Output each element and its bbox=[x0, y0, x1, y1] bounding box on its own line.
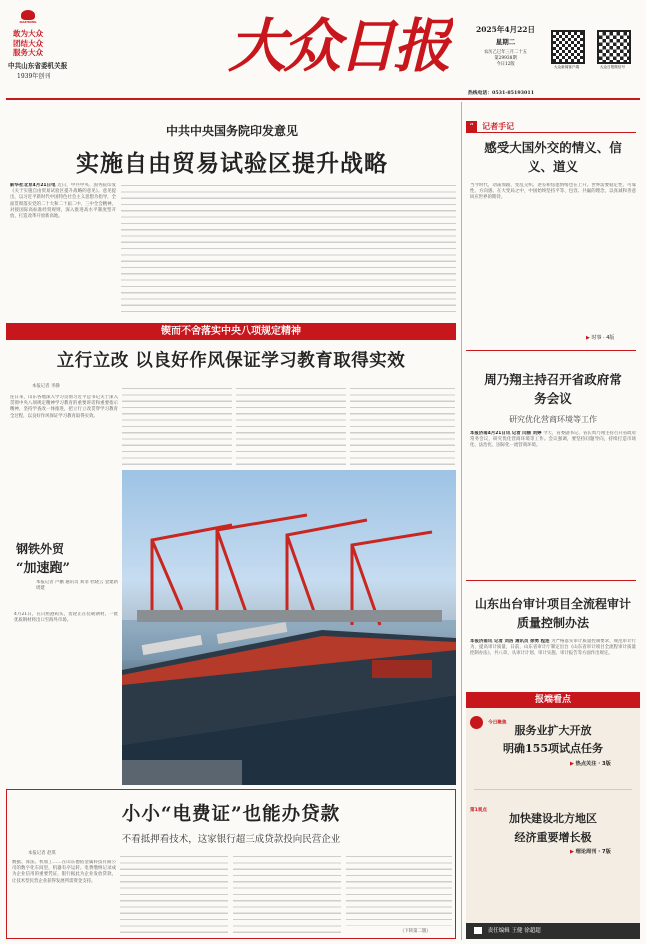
meeting-title: 周乃翔主持召开省政府常务会议 bbox=[484, 372, 622, 406]
audit-body: 本报济南讯 记者 刘洁 通讯员 徐勇 程连 为严格落实审计质量控制要求，规范审计行为，提高审计质量，日前，山东省审计厅制定出台《山东省审计项目全流程审计质量控制办法》，共八章，从审计计划、审计实施、审计报告等方面作出规定。 bbox=[470, 639, 636, 657]
qr-app[interactable]: 大众新闻客户端 bbox=[551, 30, 585, 70]
guide-item-title: 服务业扩大开放 bbox=[514, 724, 592, 737]
essay-tag: ▶ 时事 · 4版 bbox=[586, 335, 615, 341]
qr-code-icon bbox=[597, 30, 631, 64]
pointer-icon: ▶ bbox=[570, 849, 574, 855]
second-kicker-bar: 锲而不舍落实中央八项规定精神 bbox=[6, 323, 456, 340]
publisher: 中共山东省委机关报 bbox=[8, 62, 68, 70]
column-divider bbox=[461, 102, 462, 940]
second-body-col4 bbox=[350, 388, 455, 468]
feature-continue: （下转第二版） bbox=[400, 929, 431, 934]
issue-number: 第29938期 bbox=[494, 56, 517, 61]
logo-badge: DAZHONG bbox=[8, 10, 48, 22]
lead-kicker: 中共中央国务院印发意见 bbox=[165, 124, 298, 138]
lunar-date: 农历乙巳年三月二十五 bbox=[484, 50, 527, 55]
second-body: 连日来，山东各地深入学习贯彻习近平总书记关于深入贯彻中央八项规定精神学习教育的重要讲话和重要指示精神，坚持学查改一体推进，把立行立改贯穿学习教育全过程，以良好作风保证学习教育取得实效。 bbox=[10, 395, 118, 419]
pointer-icon: ▶ bbox=[586, 335, 590, 341]
essay-body: 当今时代，动荡加剧、变乱交织、逆差和焦虑情绪也在上升。世界需要稳定性、可靠性、方向感。在大变局之中，中国始终坚持平等、包容、共赢的理念，以真诚和善意回应世界的期待。 bbox=[470, 183, 636, 201]
second-body-col3 bbox=[236, 388, 346, 468]
photo-caption: 4月21日，在日照港码头，货轮正在装载钢材，一批优质钢材将出口至海外市场。 bbox=[14, 612, 118, 624]
qr-code-icon bbox=[551, 30, 585, 64]
guide-item-1[interactable] bbox=[466, 710, 640, 782]
slogans: 敢为大众 团结大众 服务大众 bbox=[13, 29, 43, 57]
sidebar-rule-1 bbox=[466, 350, 636, 351]
feature-headline: 小小“电费证”也能办贷款 bbox=[121, 804, 341, 825]
guide-tag: 今日聚焦 bbox=[470, 712, 506, 731]
weekday: 星期二 bbox=[495, 38, 516, 46]
guide-box bbox=[466, 692, 640, 939]
photo-title: “加速跑” bbox=[16, 561, 70, 576]
guide-tag: 第1观点 bbox=[470, 808, 487, 813]
masthead-calligraphy-logo bbox=[228, 8, 453, 78]
essay-title: 感受大国外交的情义、信义、道义 bbox=[484, 140, 622, 174]
book-icon bbox=[474, 927, 482, 934]
masthead-logo-title bbox=[228, 8, 453, 78]
guide-item-pointer: ▶ 理论周刊 · 7版 bbox=[570, 849, 611, 855]
pointer-icon: ▶ bbox=[570, 761, 574, 767]
lead-body-continued bbox=[121, 185, 456, 315]
lead-body: 新华社北京4月21日电 近日，中共中央、国务院印发《关于实施自由贸易试验区提升战略的意见》。意见提出，以习近平新时代中国特色社会主义思想为指导，全面贯彻落实党的二十大和二十届二中、三中全会精神，对接国际高标准经贸规则，深入推进高水平制度型开放，打造改革开放新高地。 bbox=[10, 183, 116, 220]
harbor-photo-illustration bbox=[122, 470, 456, 785]
photo-byline: 本报记者 卢鹏 通讯员 刘菲 杜晓云 金建新 周建 bbox=[36, 580, 118, 592]
guide-item-pointer: ▶ 热点关注 · 3版 bbox=[570, 761, 611, 767]
feature-body-col2 bbox=[120, 856, 228, 934]
guide-item-title-line2: 明确155项试点任务 bbox=[503, 742, 603, 755]
lead-story bbox=[6, 100, 458, 323]
quote-icon: “ bbox=[466, 121, 477, 132]
sidebar-label-rule bbox=[466, 132, 636, 133]
date-block bbox=[468, 24, 543, 67]
guide-divider bbox=[474, 789, 632, 790]
page-count: 今日12版 bbox=[496, 62, 515, 67]
feature-body: 数据、算法、机加工……在山东德佑金属科技有限公司的数字化车间里，机器有序运转。电费缴纳记录成为企业信用的重要凭证，银行据此为企业发放贷款，让技术型民营企业获得发展所需资金支持。 bbox=[12, 860, 116, 884]
second-headline: 立行立改 以良好作风保证学习教育取得实效 bbox=[56, 351, 406, 371]
harbor-photo bbox=[122, 470, 456, 785]
guide-item-title: 加快建设北方地区 bbox=[509, 812, 597, 825]
audit-title: 山东出台审计项目全流程审计质量控制办法 bbox=[474, 597, 631, 630]
guide-header: 报端看点 bbox=[466, 692, 640, 708]
sidebar-rule-2 bbox=[466, 580, 636, 581]
guide-item-title-line2: 经济重要增长极 bbox=[514, 831, 592, 844]
hotline: 热线电话：0531-85193011 bbox=[468, 90, 535, 96]
feature-byline: 本报记者 赵琪 bbox=[28, 851, 56, 856]
qr-wechat[interactable]: 大众日报微信号 bbox=[597, 30, 631, 70]
guide-item-2[interactable] bbox=[466, 796, 640, 876]
meeting-body: 本报济南4月21日讯 记者 闫丽 刘婷 今天，省委副书记、省长周乃翔主持召开省政府常务会议，研究优化营商环境等工作。会议强调，要坚持问题导向，持续打造市场化、法治化、国际化一流营商环境。 bbox=[470, 431, 636, 449]
date: 2025年4月22日 bbox=[475, 25, 536, 34]
photo-kicker: 钢铁外贸 bbox=[16, 542, 65, 556]
second-body-col2 bbox=[122, 388, 232, 468]
meeting-subtitle: 研究优化营商环境等工作 bbox=[509, 415, 597, 424]
feature-body-col3 bbox=[233, 856, 341, 934]
second-byline: 本报记者 李静 bbox=[32, 384, 60, 389]
founded: 1939年创刊 bbox=[17, 73, 51, 80]
feature-body-col4 bbox=[346, 856, 452, 926]
feature-subtitle: 不看抵押看技术，这家银行超三成贷款投向民营企业 bbox=[121, 834, 341, 845]
lead-headline: 实施自由贸易试验区提升战略 bbox=[76, 150, 388, 177]
photo-caption-block bbox=[10, 540, 120, 785]
guide-footer: 责任编辑 王健 徐超超 bbox=[466, 923, 640, 939]
masthead bbox=[0, 0, 646, 100]
svg-text:大众日报: 大众日报 bbox=[228, 12, 453, 78]
sidebar-label: “ 记者手记 bbox=[466, 116, 514, 130]
